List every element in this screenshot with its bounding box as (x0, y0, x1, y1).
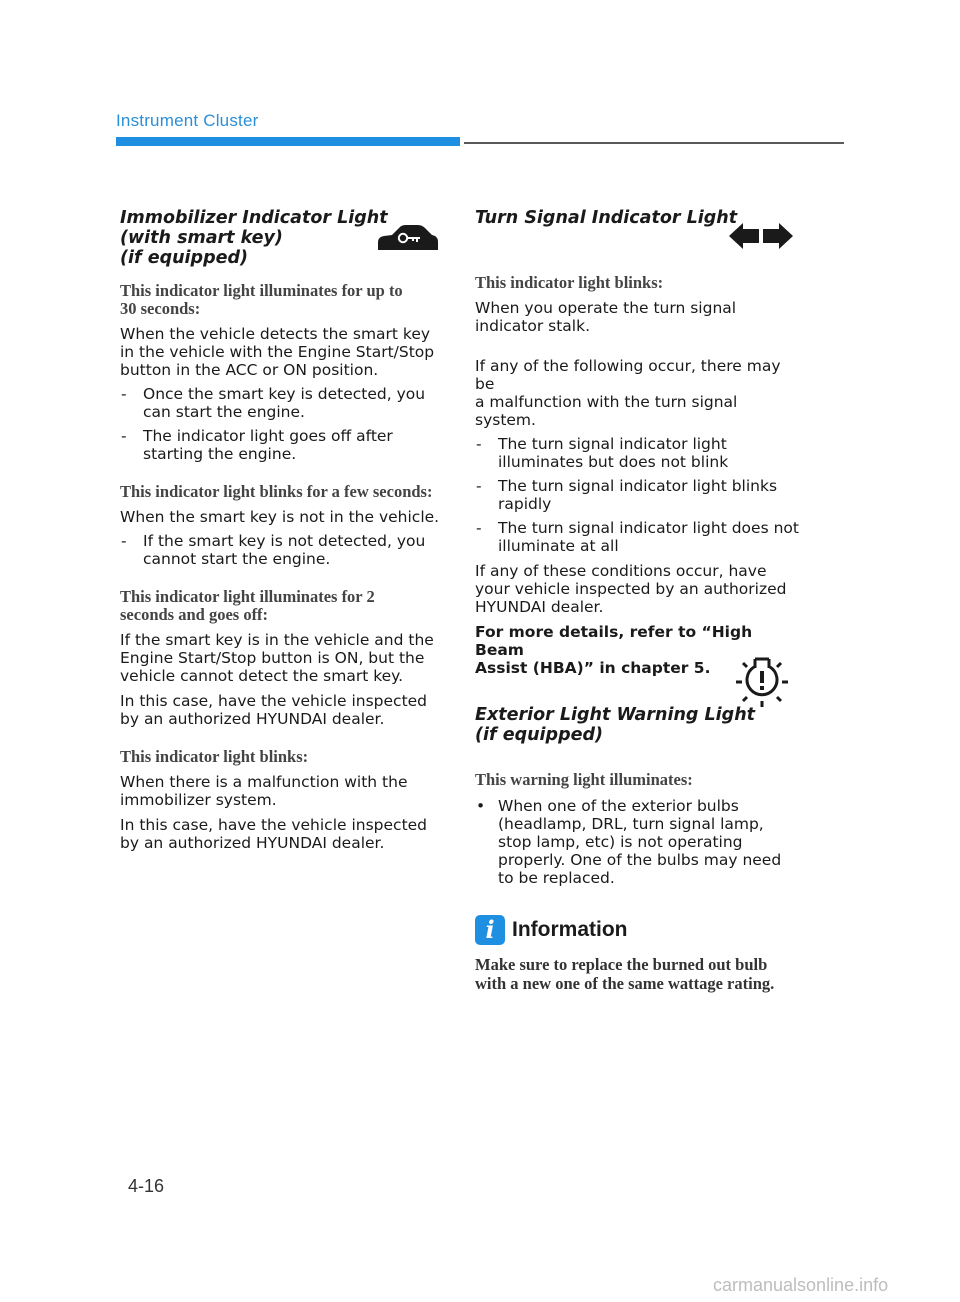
immobilizer-subheading (120, 483, 446, 501)
paragraph-line: vehicle cannot detect the smart key. (120, 667, 404, 685)
information-line: with a new one of the same wattage rating. (475, 974, 775, 993)
subheading-line: seconds and goes off: (120, 605, 269, 624)
list-item-line: properly. One of the bulbs may need (498, 851, 782, 869)
immobilizer-section (120, 208, 446, 852)
exterior-light-warning-icon (735, 655, 789, 709)
reference-line: Assist (HBA)” in chapter 5. (475, 659, 711, 677)
paragraph-line: immobilizer system. (120, 791, 277, 809)
page-number: 4-16 (128, 1176, 165, 1196)
list-item-line: (headlamp, DRL, turn signal lamp, (498, 815, 764, 833)
information-line: Make sure to replace the burned out bulb (475, 955, 768, 974)
list-item (120, 385, 446, 421)
paragraph (120, 325, 446, 379)
turn-signal-subheading: This indicator light blinks: (475, 273, 664, 292)
dash-marker: - (121, 427, 127, 445)
list-item (475, 519, 800, 555)
paragraph-line: In this case, have the vehicle inspected (120, 816, 428, 834)
subheading-line: This indicator light illuminates for 2 (120, 587, 375, 606)
subheading-line: This indicator light illuminates for up to (120, 281, 403, 300)
paragraph (120, 508, 446, 526)
paragraph-line: by an authorized HYUNDAI dealer. (120, 834, 385, 852)
list-item-line: The indicator light goes off after (143, 427, 393, 445)
list-item-line: starting the engine. (143, 445, 297, 463)
paragraph (120, 816, 446, 852)
list-item (120, 532, 446, 568)
list-item (475, 477, 800, 513)
list-item-line: The turn signal indicator light does not (498, 519, 799, 537)
dash-marker: - (476, 519, 482, 537)
paragraph-line: When you operate the turn signal (475, 299, 737, 317)
list-item-line: to be replaced. (498, 869, 615, 887)
immobilizer-subheading (120, 282, 446, 318)
list-item-line: If the smart key is not detected, you (143, 532, 426, 550)
paragraph-line: HYUNDAI dealer. (475, 598, 604, 616)
title-line: (if equipped) (475, 725, 604, 745)
turn-signal-arrows-icon (728, 221, 794, 251)
list-item-line: The turn signal indicator light (498, 435, 727, 453)
paragraph-line: in the vehicle with the Engine Start/Stop (120, 343, 435, 361)
paragraph (475, 562, 800, 616)
information-title: Information (512, 918, 628, 941)
title-line: (with smart key) (120, 228, 283, 248)
subheading-line: This indicator light blinks: (120, 747, 309, 766)
list-item-line: When one of the exterior bulbs (498, 797, 739, 815)
paragraph-line: If the smart key is in the vehicle and the (120, 631, 434, 649)
paragraph (120, 631, 446, 685)
subheading-line: 30 seconds: (120, 299, 201, 318)
information-icon: i (475, 915, 505, 945)
paragraph (120, 692, 446, 728)
header-accent-bar (116, 137, 460, 146)
paragraph (475, 299, 800, 335)
section-title: Instrument Cluster (116, 111, 259, 130)
list-item-line: illuminates but does not blink (498, 453, 729, 471)
paragraph-line: If any of the following occur, there may be (475, 357, 781, 393)
paragraph-line: Engine Start/Stop button is ON, but the (120, 649, 425, 667)
paragraph-line: a malfunction with the turn signal system. (475, 393, 738, 429)
paragraph-line: When there is a malfunction with the (120, 773, 408, 791)
list-item-line: cannot start the engine. (143, 550, 331, 568)
paragraph-line: If any of these conditions occur, have (475, 562, 767, 580)
list-item (475, 797, 800, 887)
header-rule (464, 142, 844, 144)
list-item-line: The turn signal indicator light blinks (498, 477, 778, 495)
paragraph-line: your vehicle inspected by an authorized (475, 580, 787, 598)
list-item-line: Once the smart key is detected, you (143, 385, 426, 403)
immobilizer-car-key-icon (376, 222, 440, 254)
dash-marker: - (476, 477, 482, 495)
exterior-light-title (475, 705, 800, 745)
turn-signal-title: Turn Signal Indicator Light (475, 208, 738, 228)
list-item-line: rapidly (498, 495, 552, 513)
paragraph (120, 773, 446, 809)
title-line: Exterior Light Warning Light (475, 705, 756, 725)
bullet-marker: • (476, 797, 486, 815)
dash-marker: - (121, 385, 127, 403)
title-line: (if equipped) (120, 248, 249, 268)
information-header (475, 915, 800, 945)
list-item-line: illuminate at all (498, 537, 619, 555)
watermark: carmanualsonline.info (713, 1275, 889, 1295)
immobilizer-subheading (120, 588, 446, 624)
paragraph-line: When the vehicle detects the smart key (120, 325, 431, 343)
list-item-line: can start the engine. (143, 403, 305, 421)
subheading-line: This indicator light blinks for a few seconds: (120, 482, 433, 501)
paragraph-line: indicator stalk. (475, 317, 591, 335)
dash-marker: - (121, 532, 127, 550)
list-item (120, 427, 446, 463)
paragraph-line: by an authorized HYUNDAI dealer. (120, 710, 385, 728)
paragraph-line: When the smart key is not in the vehicle. (120, 508, 440, 526)
title-line: Immobilizer Indicator Light (120, 208, 388, 228)
paragraph-line: In this case, have the vehicle inspected (120, 692, 428, 710)
exterior-light-subheading: This warning light illuminates: (475, 770, 693, 789)
information-body (475, 955, 800, 993)
list-item (475, 435, 800, 471)
list-item-line: stop lamp, etc) is not operating (498, 833, 743, 851)
paragraph-line: button in the ACC or ON position. (120, 361, 379, 379)
paragraph (475, 357, 800, 429)
turn-signal-section (475, 208, 800, 993)
immobilizer-subheading (120, 748, 446, 766)
dash-marker: - (476, 435, 482, 453)
reference-line: For more details, refer to “High Beam (475, 623, 753, 659)
